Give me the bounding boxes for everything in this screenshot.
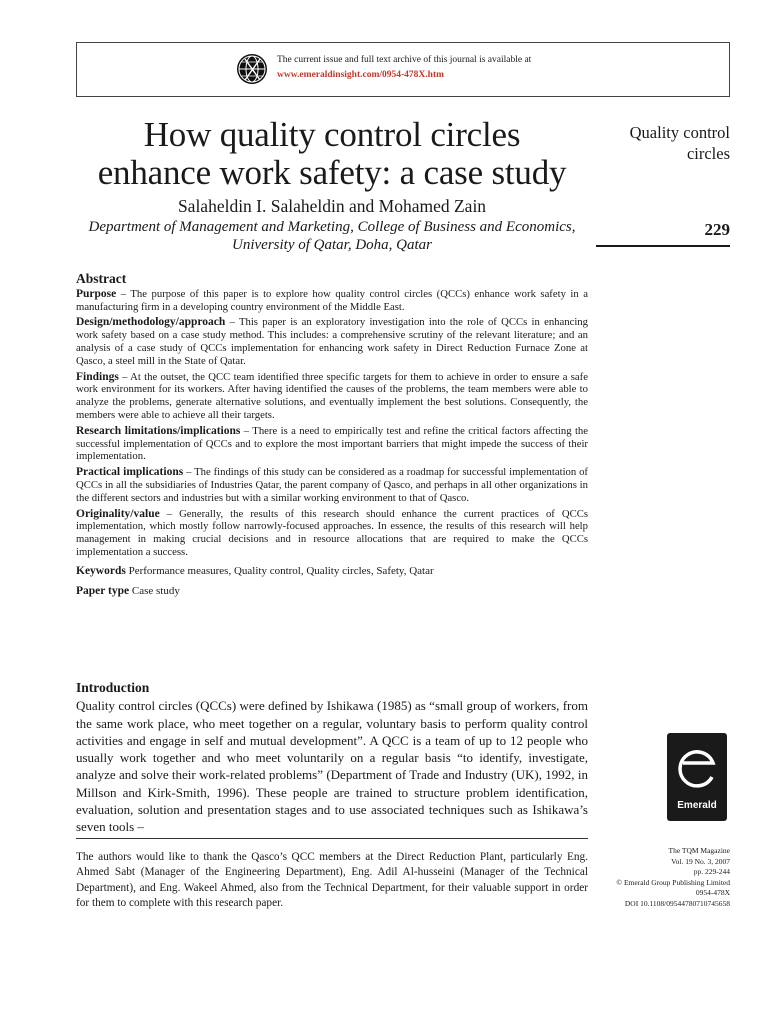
- abstract-label: Research limitations/implications: [76, 424, 241, 437]
- journal-pages: pp. 229-244: [693, 867, 730, 876]
- emerald-e-icon: [675, 743, 719, 795]
- banner-text: The current issue and full text archive of this journal is available at: [277, 55, 532, 65]
- paper-type-text: Case study: [131, 584, 180, 597]
- title-line-1: How quality control circles: [143, 115, 521, 154]
- introduction-text: Quality control circles (QCCs) were defined by Ishikawa (1985) as “small group of workers, from the same work place, who meet together on a regular, voluntary basis to perform quality control activities and engage in self and mutual development”. A QCC is a team of up to 12 people who usually work together and who meet voluntarily on a regular basis “to identify, investigate, analyze and solve their work-related problems” (Department of Trade and Industry (UK), 1992, in Millson and Kirk-Smith, 1996). These people are trained to structure problem identification, evaluation, solution and presentation stages and to use associated techniques such as Ishikawa’s seven tools –: [76, 698, 588, 835]
- running-title-line-1: Quality control: [629, 123, 730, 142]
- journal-banner: [76, 42, 730, 97]
- journal-url-link[interactable]: www.emeraldinsight.com/0954-478X.htm: [277, 70, 445, 80]
- abstract-label: Findings: [76, 370, 119, 383]
- abstract-label: Practical implications: [76, 466, 184, 479]
- abstract-label: Originality/value: [76, 507, 160, 520]
- paper-type-label: Paper type: [76, 584, 130, 597]
- keywords-label: Keywords: [76, 564, 126, 577]
- keywords: [76, 565, 588, 578]
- page-number: 229: [704, 220, 730, 239]
- emerald-logo-text: Emerald: [677, 800, 717, 811]
- paper-type: [76, 585, 588, 598]
- authors: Salaheldin I. Salaheldin and Mohamed Zain: [177, 196, 487, 216]
- abstract-findings: Findings – At the outset, the QCC team identified three specific targets for them to achieve in order to ensure a safe work environment for its workers. After having identified the causes of the problems, the team members were able to analyze the problems, generate alternative solutions, and eventually implement the best solutions. Consequently, the members were able to achieve all their targets.: [76, 370, 588, 421]
- journal-info: [560, 846, 730, 909]
- abstract-section: [76, 273, 588, 597]
- affiliation: [76, 218, 588, 254]
- abstract-label: Design/methodology/approach: [76, 316, 226, 329]
- abstract-text: The findings of this study can be considered as a roadmap for successful implementation of QCCs in all the subsidiaries of Industries Qatar, the parent company of Qasco, and perhaps in all other organizations in the different sectors and industries but with a similar working environment to that of Qasco.: [76, 466, 588, 504]
- article-title: [76, 116, 588, 192]
- running-title: [600, 122, 730, 164]
- introduction-heading: Introduction: [76, 680, 150, 695]
- introduction-section: [76, 679, 588, 836]
- abstract-label: Purpose: [76, 287, 117, 300]
- emerald-logo: [667, 733, 727, 821]
- doi: DOI 10.1108/09544780710745658: [624, 898, 730, 908]
- affiliation-line-1: Department of Management and Marketing, College of Business and Economics,: [88, 219, 576, 235]
- title-line-2: enhance work safety: a case study: [97, 153, 567, 192]
- keywords-text: Performance measures, Quality control, Quality circles, Safety, Qatar: [128, 564, 434, 577]
- abstract-originality: Originality/value – Generally, the results of this research should enhance the current practices of QCCs implementation, which mostly follow narrowly-focused approaches. In essence, the results of this research will help management in making crucial decisions and in resource allocations that are required to make the QCCs implementation a success.: [76, 507, 588, 558]
- abstract-text: This paper is an exploratory investigation into the role of QCCs in enhancing work safety based on a case study method. This includes: a comprehensive scrutiny of the relevant literature; and an analysis of a case study of QCCs implementation for enhancing work safety in Direct Reduction Furnace Zone at Qasco, a steel mill in the State of Qatar.: [76, 316, 588, 367]
- abstract-design: Design/methodology/approach – This paper is an exploratory investigation into the role of QCCs in enhancing work safety based on a case study method. This includes: a comprehensive scrutiny of the relevant literature; and an analysis of a case study of QCCs implementation for enhancing work safety in Direct Reduction Furnace Zone at Qasco, a steel mill in the State of Qatar.: [76, 316, 588, 367]
- footnote-divider: [76, 838, 588, 839]
- abstract-practical: Practical implications – The findings of this study can be considered as a roadmap for successful implementation of QCCs in all the subsidiaries of Industries Qatar, the parent company of Qasco, and perhaps in all other organizations in the different sectors and industries but with a similar working environment to that of Qasco.: [76, 466, 588, 504]
- issn: 0954-478X: [695, 888, 730, 897]
- globe-icon: [236, 53, 268, 85]
- abstract-text: At the outset, the QCC team identified three specific targets for them to achieve in order to ensure a safe work environment for its workers. After having identified the causes of the problems, the team members were able to analyze the problems, generate alternative solutions, and eventually implement the best solutions. Consequently, the members were able to achieve all their targets.: [76, 370, 588, 421]
- copyright: © Emerald Group Publishing Limited: [616, 877, 730, 887]
- journal-volume: Vol. 19 No. 3, 2007: [671, 856, 730, 866]
- acknowledgement-footnote: The authors would like to thank the Qasco’s QCC members at the Direct Reduction Plant, particularly Eng. Ahmed Sabt (Manager of the Engineering Department), Eng. Adil Al-husseini (Manager of the Technical Department), and Eng. Wakeel Ahmed, also from the Technical Department, for their valuable support in order for them to complete with this research paper.: [76, 851, 588, 909]
- affiliation-line-2: University of Qatar, Doha, Qatar: [232, 237, 432, 253]
- abstract-heading: Abstract: [76, 271, 127, 286]
- sidebar-divider: [596, 245, 730, 247]
- journal-name: The TQM Magazine: [668, 846, 730, 855]
- abstract-purpose: Purpose – The purpose of this paper is to explore how quality control circles (QCCs) enhance work safety in a manufacturing firm in a developing country environment of the Middle East.: [76, 287, 588, 313]
- abstract-text: There is a need to empirically test and refine the critical factors affecting the successful implementation of QCCs and to explore the most important barriers that might impede the success of their implementation.: [76, 424, 589, 463]
- running-title-line-2: circles: [686, 144, 730, 163]
- abstract-limitations: Research limitations/implications – There is a need to empirically test and refine the critical factors affecting the successful implementation of QCCs and to explore the most important barriers that might impede the success of their implementation.: [76, 424, 589, 463]
- abstract-text: The purpose of this paper is to explore how quality control circles (QCCs) enhance work safety in a manufacturing firm in a developing country environment of the Middle East.: [76, 287, 588, 313]
- abstract-text: Generally, the results of this research should enhance the current practices of QCCs implementation, which mostly follow narrowly-focused approaches. In essence, the results of this research will help management in making crucial decisions and in resource allocations that are required to make the QCCs implementation a success.: [76, 507, 588, 558]
